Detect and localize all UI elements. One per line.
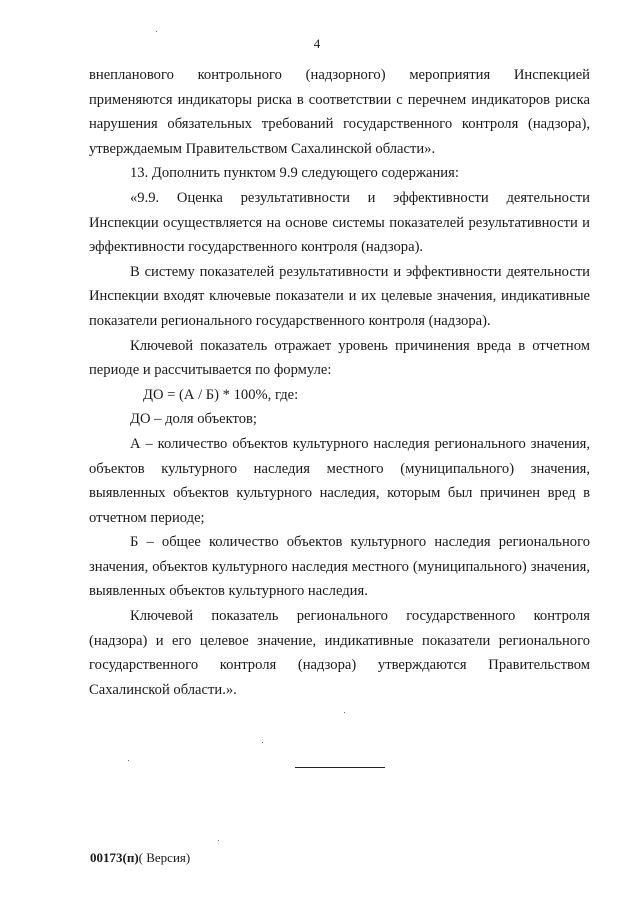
footer-version: ( Версия) bbox=[138, 850, 191, 865]
scan-speck bbox=[156, 31, 157, 32]
paragraph-amendment-13: 13. Дополнить пунктом 9.9 следующего содержания: bbox=[130, 165, 459, 182]
paragraph-key-indicator: Ключевой показатель отражает уровень причинения вреда в отчетном периоде и рассчитывается по формуле: bbox=[89, 337, 590, 379]
closing-rule bbox=[295, 767, 385, 768]
paragraph-definition-a: А – количество объектов культурного наследия регионального значения, объектов культурного наследия местного (муниципального) значения, выявленных объектов культурного наследия, которым был причинен вред в отчетном периоде; bbox=[89, 435, 590, 526]
scan-speck bbox=[262, 742, 263, 743]
formula: ДО = (А / Б) * 100%, где: bbox=[143, 386, 299, 403]
paragraph-definition-b: Б – общее количество объектов культурного наследия регионального значения, объектов культурного наследия местного (муниципального) значения, выявленных объектов культурного наследия. bbox=[89, 534, 590, 600]
document-footer bbox=[90, 850, 190, 866]
document-body bbox=[89, 63, 590, 702]
page-number: 4 bbox=[313, 36, 321, 51]
paragraph-clause-9-9: «9.9. Оценка результативности и эффективности деятельности Инспекции осуществляется на основе системы показателей результативности и эффективности государственного контроля (надзора). bbox=[89, 189, 590, 256]
paragraph-approval: Ключевой показатель регионального государственного контроля (надзора) и его целевое значение, индикативные показатели регионального государственного контроля (надзора) утверждаются Правительством Сахалинской области.». bbox=[89, 608, 590, 698]
paragraph-continuation: внепланового контрольного (надзорного) мероприятия Инспекцией применяются индикаторы риска в соответствии с перечнем индикаторов риска нарушения обязательных требований государственного контроля (надзора), утверждаемым Правительством Сахалинской области». bbox=[89, 67, 590, 157]
scan-speck bbox=[128, 760, 129, 761]
footer-document-code: 00173(п) bbox=[90, 850, 139, 865]
scan-speck bbox=[218, 840, 219, 841]
paragraph-indicator-system: В систему показателей результативности и эффективности деятельности Инспекции входят ключевые показатели и их целевые значения, индикативные показатели регионального государственного контроля (надзора). bbox=[89, 263, 590, 329]
paragraph-definition-do: ДО – доля объектов; bbox=[130, 411, 257, 428]
scan-speck bbox=[344, 712, 345, 713]
